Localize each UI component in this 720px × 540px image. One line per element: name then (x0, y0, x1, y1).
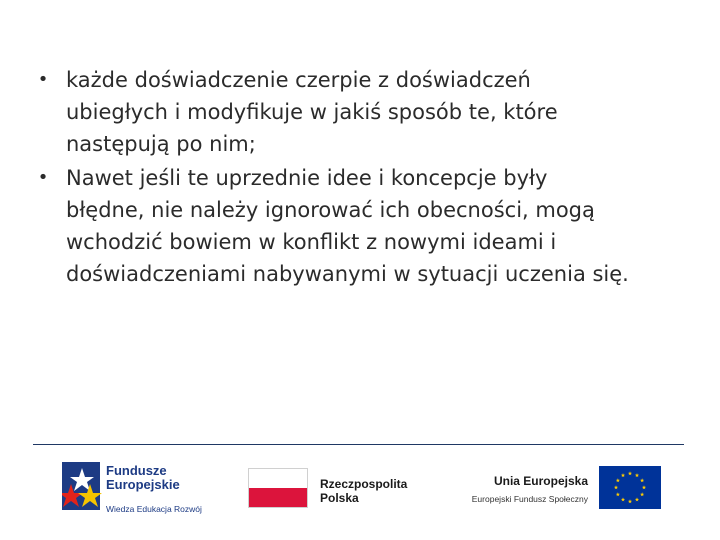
fundusze-europejskie-name (106, 464, 180, 492)
bullet-line: Nawet jeśli te uprzednie idee i koncepcje były (66, 166, 548, 190)
bullet-item (28, 162, 698, 290)
bullet-list (28, 64, 698, 290)
bullet-marker: • (37, 69, 49, 90)
bullet-item (28, 64, 698, 160)
fe-subtitle: Wiedza Edukacja Rozwój (106, 504, 202, 514)
eu-title: Unia Europejska (493, 474, 588, 488)
bullet-line: następują po nim; (66, 132, 256, 156)
rzeczpospolita-polska-name (320, 477, 407, 505)
fe-line1: Fundusze (106, 463, 167, 478)
polish-flag-icon (248, 468, 308, 508)
bullet-line: doświadczeniami nabywanymi w sytuacji uczenia się. (66, 262, 629, 286)
rp-line2: Polska (320, 491, 359, 505)
rp-line1: Rzeczpospolita (320, 477, 408, 491)
bullet-marker: • (37, 167, 49, 188)
bullet-line: błędne, nie należy ignorować ich obecności, mogą (66, 198, 595, 222)
eu-flag-icon (599, 466, 661, 509)
rzeczpospolita-polska-logo (248, 468, 438, 513)
eu-subtitle: Europejski Fundusz Społeczny (471, 494, 588, 504)
bullet-line: każde doświadczenie czerpie z doświadczeń (66, 68, 531, 92)
fe-line2: Europejskie (106, 477, 180, 492)
unia-europejska-logo (458, 463, 668, 518)
slide-content (28, 64, 698, 292)
bullet-line: ubiegłych i modyfikuje w jakiś sposób te, które (66, 100, 558, 124)
fundusze-europejskie-emblem-icon (62, 462, 102, 512)
fundusze-europejskie-logo (62, 460, 232, 520)
footer-divider (33, 444, 684, 445)
footer-logos (0, 455, 720, 525)
bullet-line: wchodzić bowiem w konflikt z nowymi ideami i (66, 230, 557, 254)
